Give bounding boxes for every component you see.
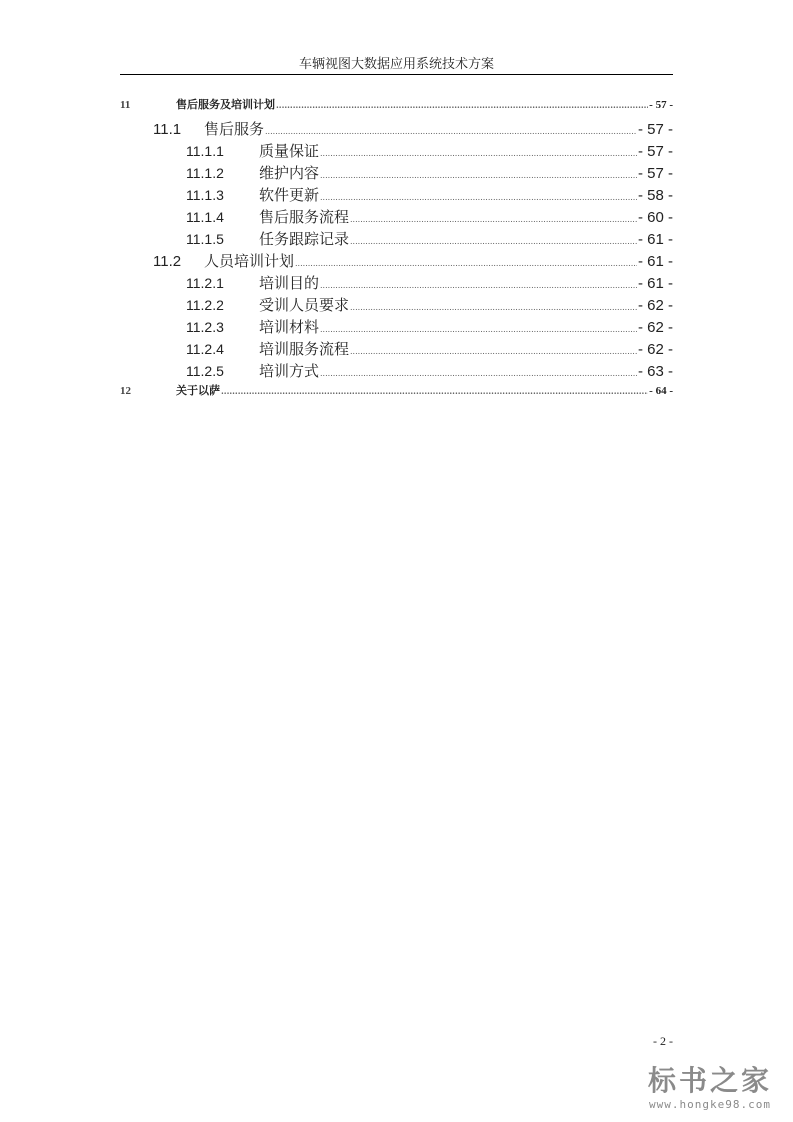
toc-entry-number: 11.2.1 (186, 275, 224, 291)
toc-leader-dots (295, 259, 637, 268)
toc-entry[interactable] (120, 316, 673, 338)
toc-entry-number: 11.1.4 (186, 209, 224, 225)
toc-entry-number: 11.2 (153, 253, 182, 270)
page-number: - 2 - (653, 1034, 673, 1048)
watermark-title: 标书之家 (647, 1064, 772, 1097)
toc-entry-number: 11.1.1 (186, 143, 224, 159)
toc-entry-page: - 57 - (637, 121, 673, 138)
toc-entry-page: - 62 - (637, 297, 673, 314)
toc-entry-number: 11.2.2 (186, 297, 224, 313)
toc-entry-page: - 61 - (637, 275, 673, 292)
toc-entry[interactable] (120, 96, 673, 118)
toc-entry-title: 售后服务 (204, 120, 265, 138)
toc-entry[interactable] (120, 382, 673, 404)
toc-entry-title: 售后服务流程 (259, 208, 350, 226)
toc-entry[interactable] (120, 184, 673, 206)
toc-entry-page: - 57 - (637, 143, 673, 160)
toc-entry-number: 11.1.2 (186, 165, 224, 181)
toc-entry-title: 受训人员要求 (259, 296, 350, 314)
toc-leader-dots (320, 193, 637, 202)
toc-entry-title: 售后服务及培训计划 (176, 98, 275, 111)
toc-leader-dots (320, 325, 637, 334)
toc-leader-dots (320, 369, 637, 378)
toc-entry-number: 11.2.4 (186, 341, 224, 357)
toc-leader-dots (221, 386, 648, 396)
toc-entry[interactable] (120, 250, 673, 272)
toc-entry-number: 11.1 (153, 121, 182, 138)
toc-entry-number: 11 (120, 99, 131, 111)
toc-entry-number: 11.2.5 (186, 363, 224, 379)
toc-entry-title: 维护内容 (259, 164, 320, 182)
toc-entry-title: 关于以萨 (176, 384, 220, 397)
toc-leader-dots (320, 281, 637, 290)
toc-entry-number: 11.2.3 (186, 319, 224, 335)
toc-leader-dots (276, 100, 648, 110)
watermark-url: www.hongke98.com (649, 1098, 771, 1111)
watermark-logo (630, 1064, 790, 1111)
toc-leader-dots (320, 149, 637, 158)
page-header: 车辆视图大数据应用系统技术方案 (298, 57, 494, 72)
toc-leader-dots (320, 171, 637, 180)
toc-entry[interactable] (120, 294, 673, 316)
toc-entry-number: 12 (120, 385, 131, 397)
toc-entry-number: 11.1.5 (186, 231, 224, 247)
toc-entry-page: - 61 - (637, 231, 673, 248)
toc-entry-page: - 61 - (637, 253, 673, 270)
toc-leader-dots (350, 237, 637, 246)
toc-entry-page: - 63 - (637, 363, 673, 380)
toc-entry[interactable] (120, 118, 673, 140)
toc-entry-title: 质量保证 (259, 142, 320, 160)
toc-entry-title: 人员培训计划 (204, 252, 295, 270)
toc-entry[interactable] (120, 206, 673, 228)
toc-entry[interactable] (120, 228, 673, 250)
toc-entry-page: - 62 - (637, 319, 673, 336)
toc-entry-title: 软件更新 (259, 186, 320, 204)
toc-entry[interactable] (120, 360, 673, 382)
toc-entry-title: 任务跟踪记录 (259, 230, 350, 248)
toc-entry-page: - 62 - (637, 341, 673, 358)
toc-entry-page: - 57 - (649, 99, 673, 111)
toc-entry-page: - 64 - (649, 385, 673, 397)
toc-entry-number: 11.1.3 (186, 187, 224, 203)
toc-entry-page: - 57 - (637, 165, 673, 182)
toc-entry[interactable] (120, 338, 673, 360)
toc-leader-dots (350, 347, 637, 356)
toc-entry-page: - 58 - (637, 187, 673, 204)
toc-entry-title: 培训服务流程 (259, 340, 350, 358)
toc-entry-page: - 60 - (637, 209, 673, 226)
header-rule (120, 74, 673, 75)
toc-leader-dots (350, 303, 637, 312)
toc-entry-title: 培训方式 (259, 362, 320, 380)
toc-entry[interactable] (120, 162, 673, 184)
toc-leader-dots (350, 215, 637, 224)
toc-entry[interactable] (120, 140, 673, 162)
toc-leader-dots (265, 127, 637, 136)
toc-entry[interactable] (120, 272, 673, 294)
toc-entry-title: 培训目的 (259, 274, 320, 292)
toc-entry-title: 培训材料 (259, 318, 320, 336)
